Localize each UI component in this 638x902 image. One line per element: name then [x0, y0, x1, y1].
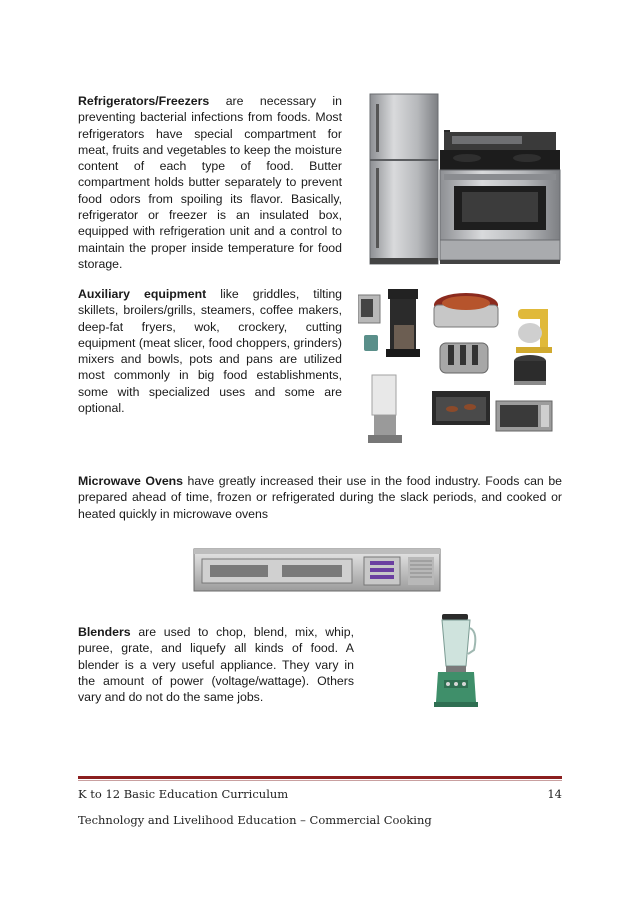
- refrigerators-term: Refrigerators/Freezers: [78, 94, 210, 108]
- blenders-text: are used to chop, blend, mix, whip, puree, grate, and liquefy all kinds of food. A blender is a very useful appliance. They vary in the amount of power (voltage/wattage). Others vary and do not do the same jobs.: [78, 625, 354, 705]
- microwave-ovens-text: have greatly increased their use in the food industry. Foods can be prepared ahead of time, frozen or refrigerated during the slack periods, and cooked or heated quickly in microwave ovens: [78, 474, 562, 521]
- page-number: 14: [547, 787, 562, 801]
- refrigerators-text: are necessary in preventing bacterial infections from foods. Most refrigerators have special compartment for meat, fruits and vegetables to keep the moisture content of each type of food. Butter compartment holds butter separately to prevent food odors from spoiling its flavor. Basically, refrigerator or freezer is an insulated box, equipped with refrigeration unit and a control to maintain the proper inside temperature for food storage.: [78, 94, 342, 271]
- auxiliary-equipment-paragraph: [78, 286, 342, 416]
- microwave-ovens-paragraph: [78, 473, 562, 522]
- blenders-term: Blenders: [78, 625, 131, 639]
- refrigerators-paragraph: [78, 93, 342, 272]
- footer-subject: Technology and Livelihood Education – Commercial Cooking: [78, 813, 432, 827]
- footer-rule: [78, 776, 562, 779]
- footer-curriculum: K to 12 Basic Education Curriculum: [78, 787, 289, 801]
- auxiliary-equipment-collage-image: [358, 285, 568, 453]
- auxiliary-equipment-text: like griddles, tilting skillets, broilers/grills, steamers, coffee makers, deep-fat fryers, wok, crockery, cutting equipment (meat slicer, food choppers, grinders) mixers and bowls, pots and pans are utilized most commonly in big food establishments, some with specialized uses and some are optional.: [78, 287, 343, 416]
- refrigerator-and-range-image: [362, 90, 572, 270]
- blenders-paragraph: [78, 624, 354, 705]
- microwave-ovens-term: Microwave Ovens: [78, 474, 184, 488]
- deck-oven-image: [190, 545, 444, 595]
- blender-image: [430, 610, 482, 710]
- auxiliary-equipment-term: Auxiliary equipment: [78, 287, 207, 301]
- footer-rule-thin: [78, 780, 562, 781]
